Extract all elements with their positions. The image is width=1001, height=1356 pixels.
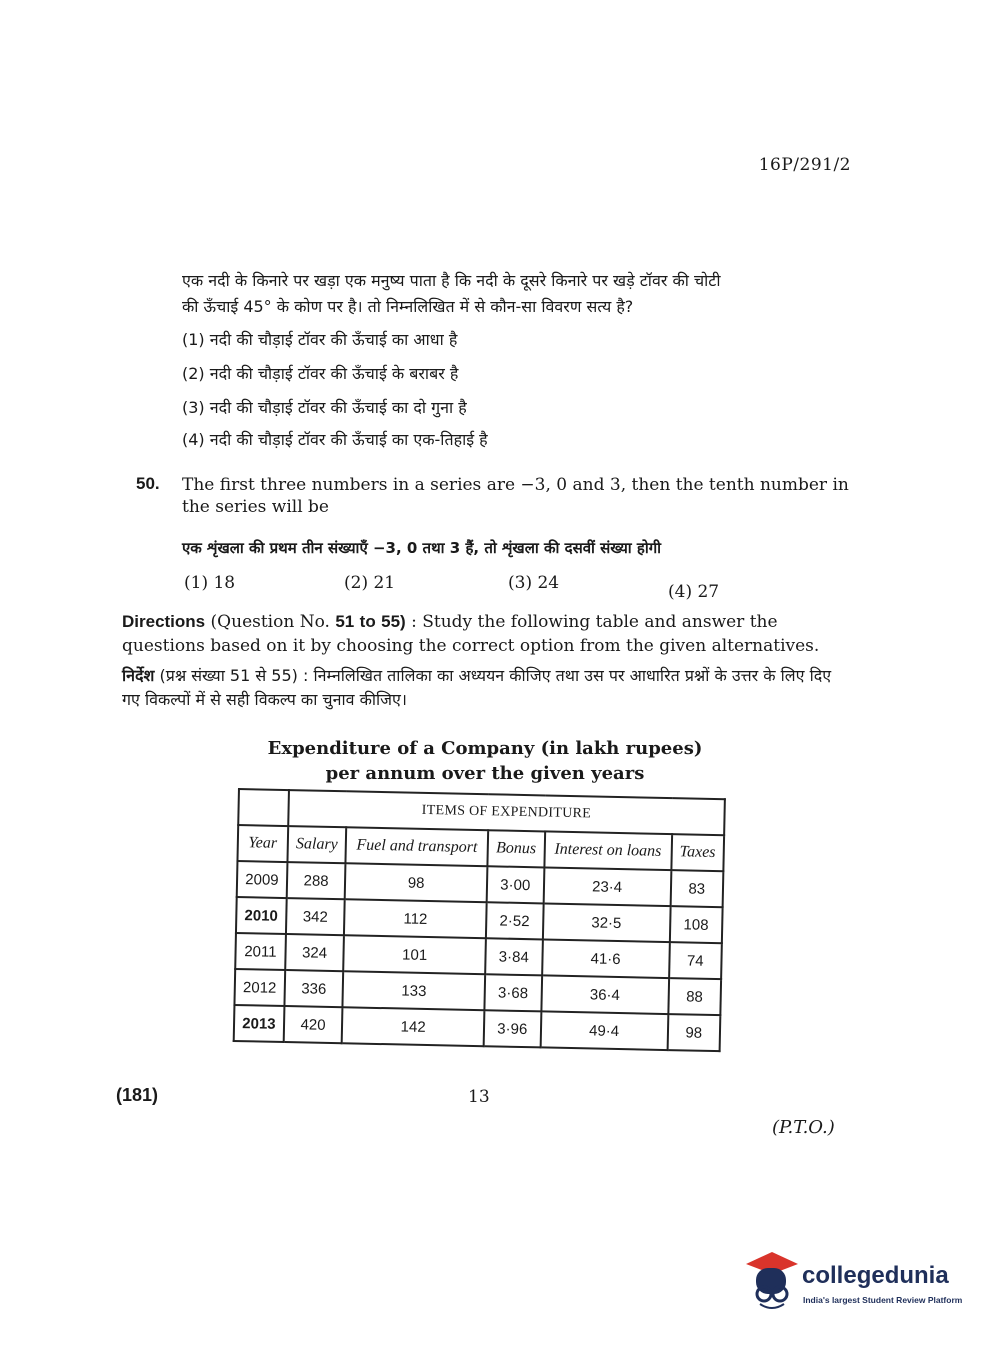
q50-option-3: (3) 24	[508, 573, 560, 593]
expenditure-table	[233, 788, 726, 1052]
table-cell: 420	[283, 1006, 342, 1043]
q49-option-1: (1) नदी की चौड़ाई टॉवर की ऊँचाई का आधा है	[182, 330, 458, 349]
collegedunia-logo-icon	[742, 1250, 800, 1312]
paper-code: 16P/291/2	[758, 155, 851, 175]
table-cell: 41·6	[542, 939, 670, 978]
q50-option-4: (4) 27	[668, 582, 720, 602]
table-cell: 142	[342, 1007, 484, 1046]
table-cell: 83	[670, 870, 723, 907]
q50-hindi-text: एक शृंखला की प्रथम तीन संख्याएँ −3, 0 तथा 3 हैं, तो शृंखला की दसवीं संख्या होगी	[182, 539, 662, 557]
column-header-taxes: Taxes	[671, 834, 724, 871]
table-cell: 101	[343, 935, 485, 974]
q50-option-2: (2) 21	[344, 573, 396, 593]
column-header-salary: Salary	[287, 826, 346, 863]
table-cell: 2011	[235, 933, 285, 970]
table-cell: 288	[286, 862, 345, 899]
q50-english-text: The first three numbers in a series are −3, 0 and 3, then the tenth number in the series will be	[182, 475, 849, 517]
table-cell: 133	[343, 971, 485, 1010]
table-cell: 3·96	[484, 1010, 541, 1047]
table-cell: 88	[668, 978, 721, 1015]
directions-from: 51	[335, 612, 355, 631]
directions-hindi	[122, 664, 852, 712]
q49-option-3: (3) नदी की चौड़ाई टॉवर की ऊँचाई का दो गुना है	[182, 398, 467, 417]
table-cell: 112	[344, 899, 486, 938]
directions-hindi-text: : निम्नलिखित तालिका का अध्ययन कीजिए तथा उस पर आधारित प्रश्नों के उत्तर के लिए दिए गए विकल्पों में से सही विकल्प का चुनाव कीजिए।	[122, 666, 832, 709]
table-title-line-1: Expenditure of a Company (in lakh rupees)	[267, 738, 703, 759]
table-cell: 336	[284, 970, 343, 1007]
table-cell: 98	[345, 863, 487, 902]
column-header-bonus: Bonus	[487, 830, 544, 867]
booklet-code: (181)	[116, 1085, 159, 1105]
directions-to-word: to	[359, 612, 376, 631]
table-cell: 98	[667, 1014, 720, 1051]
page-number: 13	[468, 1087, 490, 1107]
table-cell: 23·4	[543, 867, 671, 906]
table-cell: 342	[286, 898, 345, 935]
table-cell: 2012	[234, 969, 284, 1006]
table-cell: 2·52	[486, 902, 543, 939]
table-title-line-2: per annum over the given years	[325, 763, 645, 784]
table-group-header: ITEMS OF EXPENDITURE	[288, 790, 725, 835]
q50-option-1: (1) 18	[184, 573, 236, 593]
pto-label: (P.T.O.)	[772, 1117, 835, 1138]
column-header-fuel: Fuel and transport	[346, 827, 488, 866]
table-corner-cell	[238, 789, 288, 826]
brand-tagline: India's largest Student Review Platform	[803, 1295, 963, 1305]
q49-line-2: की ऊँचाई 45° के कोण पर है। तो निम्नलिखित में से कौन-सा विवरण सत्य है?	[182, 297, 634, 316]
directions-range: (Question No.	[210, 612, 330, 632]
column-header-year: Year	[237, 825, 287, 862]
directions-to: 55)	[381, 612, 406, 631]
table-cell: 49·4	[540, 1011, 668, 1050]
directions-label: Directions	[122, 612, 206, 631]
table-cell: 108	[669, 906, 722, 943]
table-cell: 3·84	[485, 938, 542, 975]
table-cell: 3·68	[484, 974, 541, 1011]
q49-option-4: (4) नदी की चौड़ाई टॉवर की ऊँचाई का एक-तिहाई है	[182, 430, 488, 449]
directions-hindi-range: (प्रश्न संख्या 51 से 55)	[159, 666, 298, 685]
table-cell: 32·5	[543, 903, 671, 942]
table-cell: 2010	[236, 897, 286, 934]
q49-option-2: (2) नदी की चौड़ाई टॉवर की ऊँचाई के बराबर है	[182, 364, 459, 383]
directions-hindi-label: निर्देश	[122, 666, 155, 685]
q49-hindi-text	[182, 268, 852, 320]
q50-number: 50.	[136, 474, 160, 493]
table-cell: 74	[669, 942, 722, 979]
table-cell: 3·00	[487, 866, 544, 903]
table-cell: 2013	[234, 1005, 284, 1042]
table-cell: 36·4	[541, 975, 669, 1014]
directions-text: : Study the following table and answer the questions based on it by choosing the correct option from the given alternatives.	[122, 612, 820, 656]
directions-english	[122, 610, 852, 658]
brand-name: collegedunia	[802, 1262, 949, 1289]
table-cell: 324	[285, 934, 344, 971]
q49-line-1: एक नदी के किनारे पर खड़ा एक मनुष्य पाता है कि नदी के दूसरे किनारे पर खड़े टॉवर की चोटी	[182, 271, 721, 290]
table-cell: 2009	[237, 861, 287, 898]
column-header-interest: Interest on loans	[544, 831, 672, 870]
